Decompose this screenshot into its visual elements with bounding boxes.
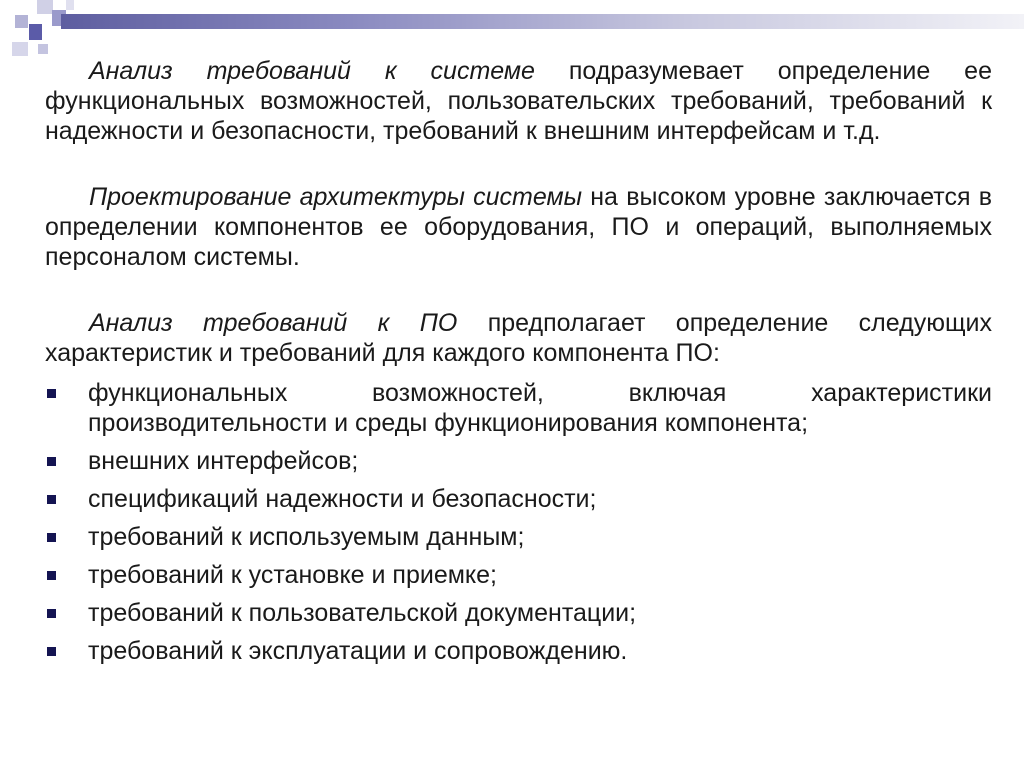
paragraph-text: подразумевает определение ее функциональных возможностей, пользовательских требований, требований к надежности и безопасности, требований к внешним интерфейсам и т.д.: [45, 57, 992, 145]
list-item: [45, 636, 992, 666]
list-item-text: требований к используемым данным;: [88, 523, 525, 551]
list-item: [45, 598, 992, 628]
paragraph-text: на высоком уровне заключается в определении компонентов ее оборудования, ПО и операций, выполняемых персоналом системы.: [45, 183, 992, 271]
square-bullet-icon: [47, 533, 56, 542]
paragraph-text: предполагает определение следующих характеристик и требований для каждого компонента ПО:: [45, 309, 992, 367]
requirements-list: [45, 378, 992, 666]
list-item-text: спецификаций надежности и безопасности;: [88, 485, 597, 513]
square-bullet-icon: [47, 647, 56, 656]
list-item: [45, 446, 992, 476]
slide-content: [45, 56, 992, 674]
header-gradient-bar: [61, 14, 1024, 29]
paragraph-system-requirements: [45, 56, 992, 146]
list-item: [45, 560, 992, 590]
list-item: [45, 522, 992, 552]
decorative-square: [29, 24, 42, 40]
list-item: [45, 378, 992, 438]
paragraph-term: Анализ требований к системе: [89, 57, 535, 85]
paragraph-software-requirements: [45, 308, 992, 368]
list-item-text: требований к пользовательской документации;: [88, 599, 637, 627]
list-item-text: требований к установке и приемке;: [88, 561, 497, 589]
square-bullet-icon: [47, 389, 56, 398]
list-item-text: функциональных возможностей, включая характеристики производительности и среды функционирования компонента;: [88, 379, 992, 437]
list-item-text: внешних интерфейсов;: [88, 447, 359, 475]
square-bullet-icon: [47, 457, 56, 466]
square-bullet-icon: [47, 571, 56, 580]
list-item: [45, 484, 992, 514]
paragraph-term: Проектирование архитектуры системы: [89, 183, 583, 211]
paragraph-architecture-design: [45, 182, 992, 272]
decorative-square: [15, 15, 28, 28]
square-bullet-icon: [47, 609, 56, 618]
decorative-square: [37, 0, 53, 14]
list-item-text: требований к эксплуатации и сопровождению.: [88, 637, 628, 665]
square-bullet-icon: [47, 495, 56, 504]
paragraph-term: Анализ требований к ПО: [89, 309, 458, 337]
decorative-square: [12, 42, 28, 56]
decorative-square: [66, 0, 74, 10]
decorative-square: [38, 44, 48, 54]
